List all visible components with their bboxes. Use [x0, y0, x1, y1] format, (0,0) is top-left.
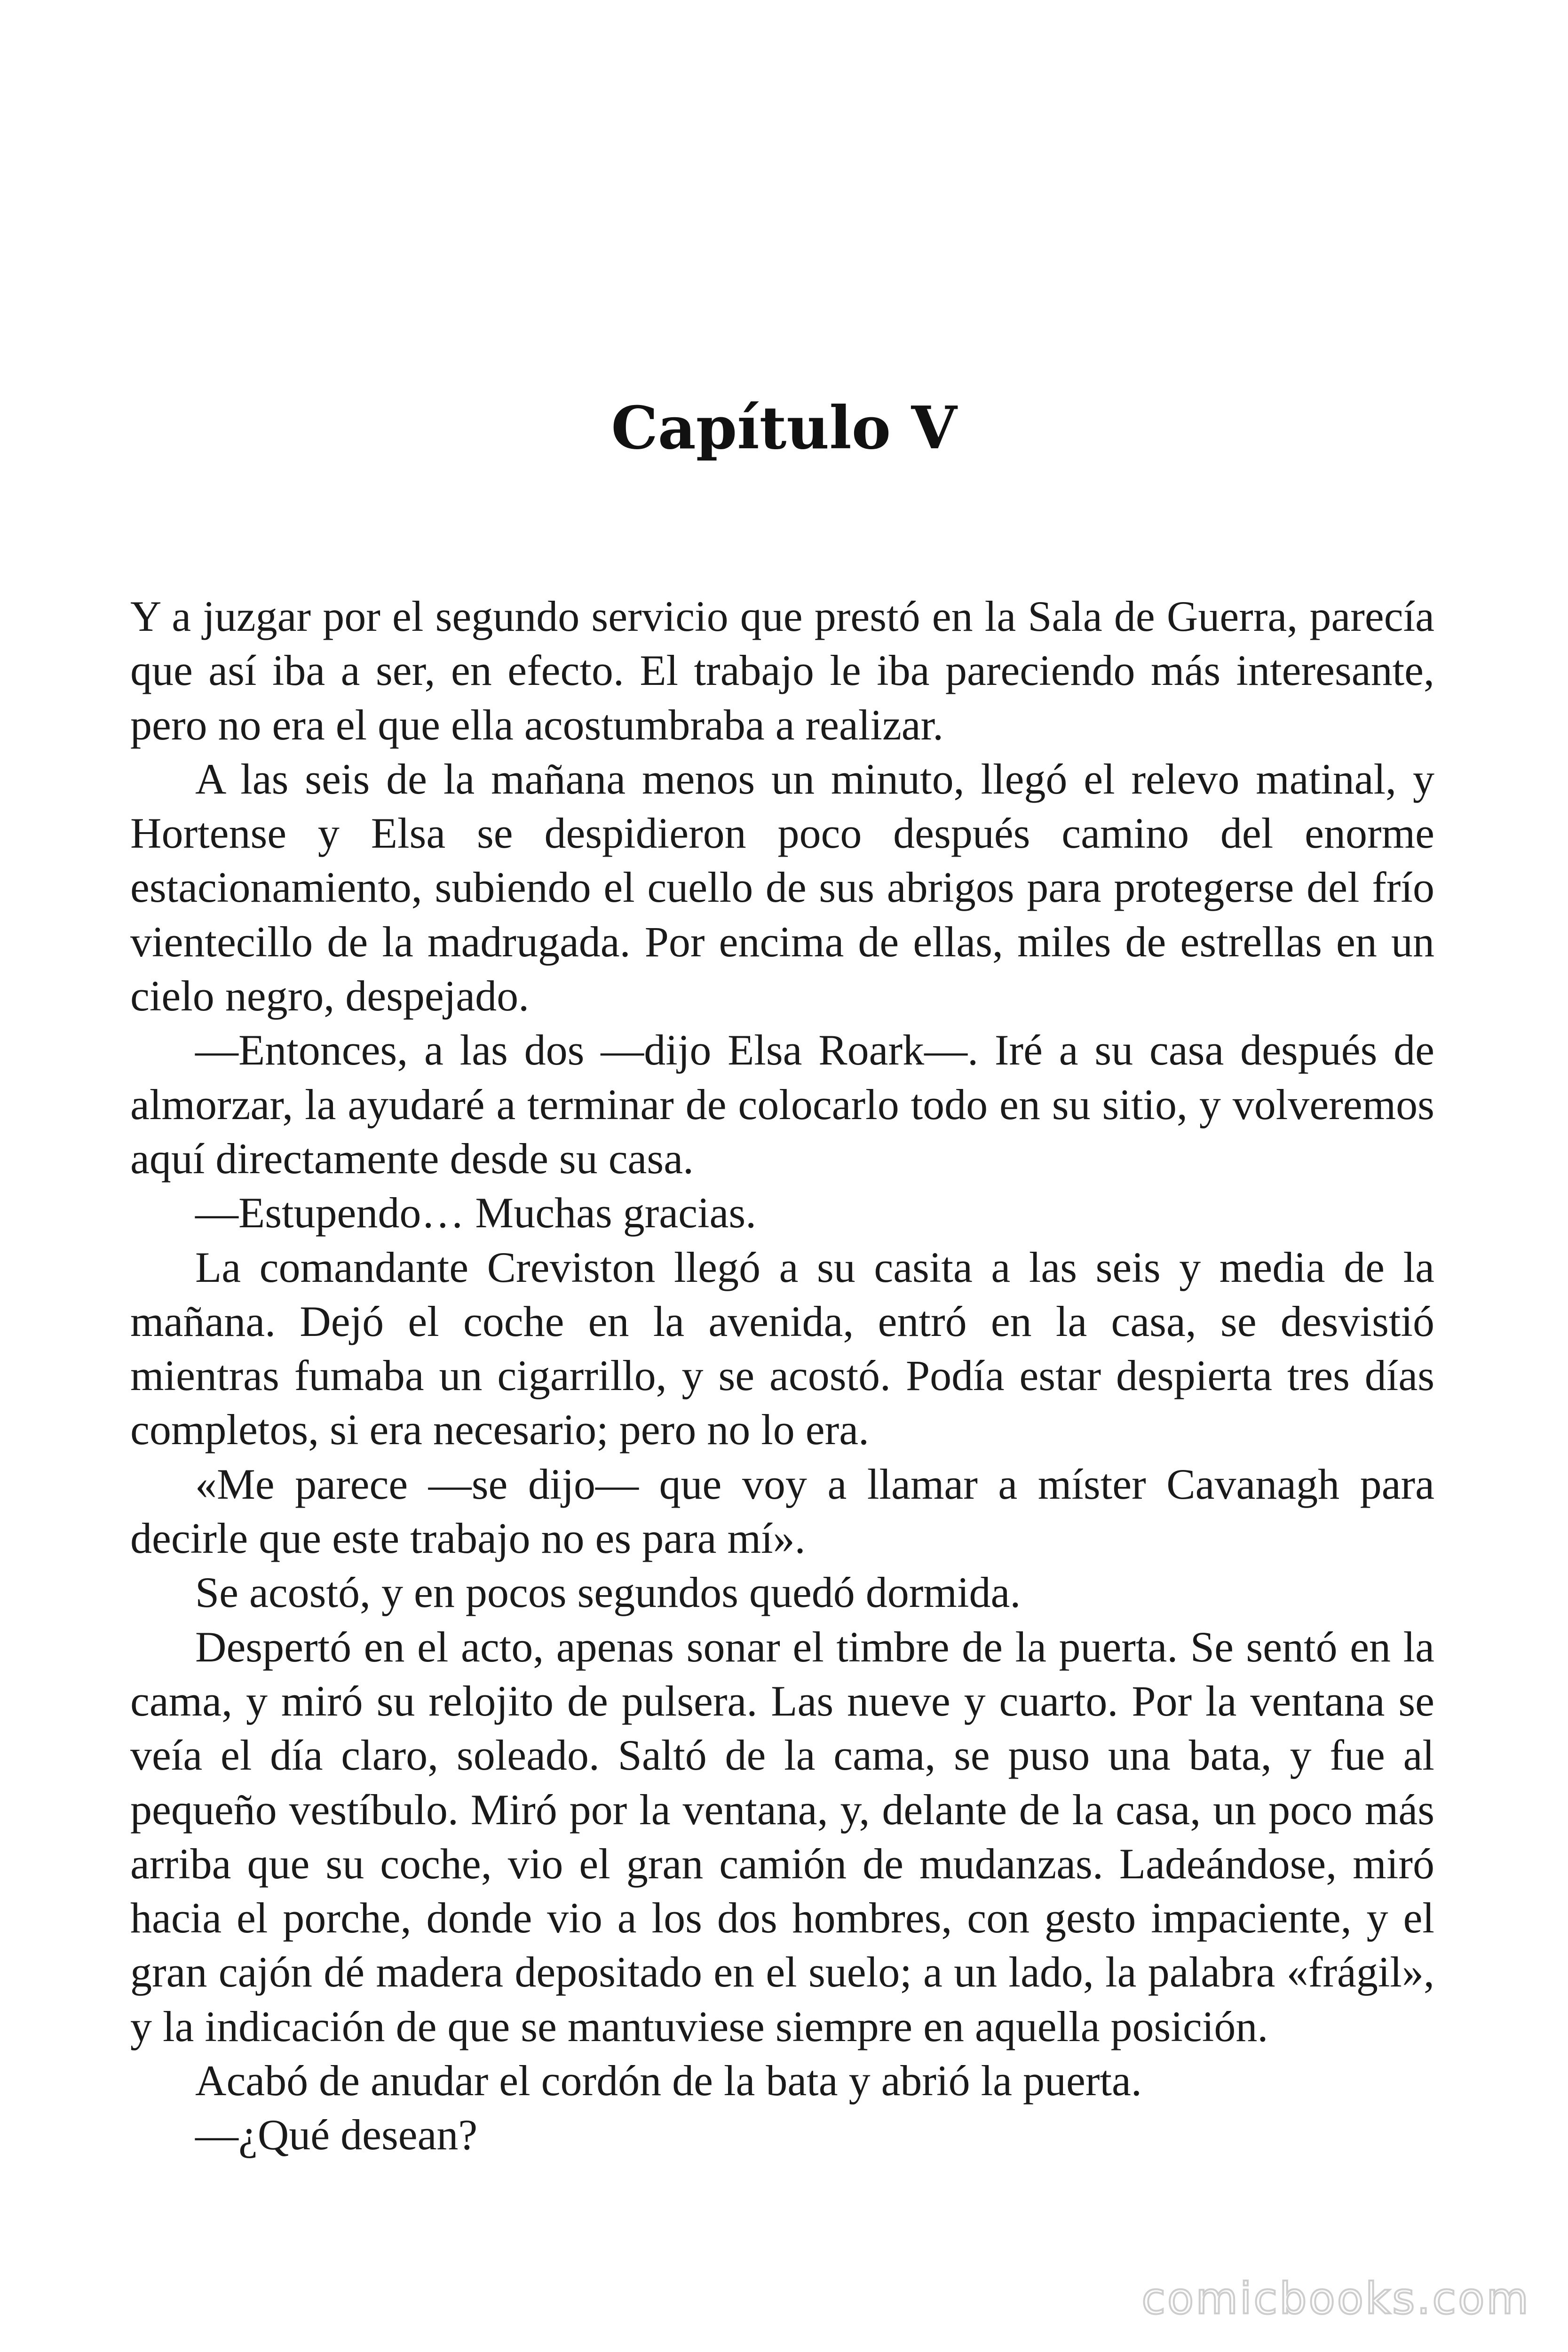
paragraph: Se acostó, y en pocos segundos quedó dormida.	[195, 1568, 1021, 1617]
paragraph: Y a juzgar por el segundo servicio que prestó en la Sala de Guerra, parecía que así iba a ser, en efecto. El trabajo le iba pareciendo más interesante, pero no era el que ella acostumbraba a realizar.	[130, 592, 1434, 749]
paragraph: —Entonces, a las dos —dijo Elsa Roark—. Iré a su casa después de almorzar, la ayudaré a terminar de colocarlo todo en su sitio, y volveremos aquí directamente desde su casa.	[130, 1026, 1434, 1183]
paragraph: «Me parece —se dijo— que voy a llamar a míster Cavanagh para decirle que este trabajo no es para mí».	[130, 1460, 1434, 1563]
paragraph: La comandante Creviston llegó a su casita a las seis y media de la mañana. Dejó el coche en la avenida, entró en la casa, se desvistió mientras fumaba un cigarrillo, y se acostó. Podía estar despierta tres días completos, si era necesario; pero no lo era.	[130, 1243, 1434, 1454]
chapter-body	[130, 589, 1434, 2162]
paragraph: —Estupendo… Muchas gracias.	[195, 1189, 757, 1237]
paragraph: —¿Qué desean?	[195, 2111, 478, 2159]
chapter-title: Capítulo V	[611, 394, 957, 462]
paragraph: Acabó de anudar el cordón de la bata y abrió la puerta.	[195, 2057, 1142, 2105]
paragraph: A las seis de la mañana menos un minuto, llegó el relevo matinal, y Hortense y Elsa se despidieron poco después camino del enorme estacionamiento, subiendo el cuello de sus abrigos para protegerse del frío vientecillo de la madrugada. Por encima de ellas, miles de estrellas en un cielo negro, despejado.	[130, 755, 1434, 1020]
paragraph: Despertó en el acto, apenas sonar el timbre de la puerta. Se sentó en la cama, y miró su relojito de pulsera. Las nueve y cuarto. Por la ventana se veía el día claro, soleado. Saltó de la cama, se puso una bata, y fue al pequeño vestíbulo. Miró por la ventana, y, delante de la casa, un poco más arriba que su coche, vio el gran camión de mudanzas. Ladeándose, miró hacia el porche, donde vio a los dos hombres, con gesto impaciente, y el gran cajón dé madera depositado en el suelo; a un lado, la palabra «frágil», y la indicación de que se mantuviese siempre en aquella posición.	[130, 1622, 1434, 2050]
watermark: comicbooks.com	[1141, 2273, 1530, 2324]
